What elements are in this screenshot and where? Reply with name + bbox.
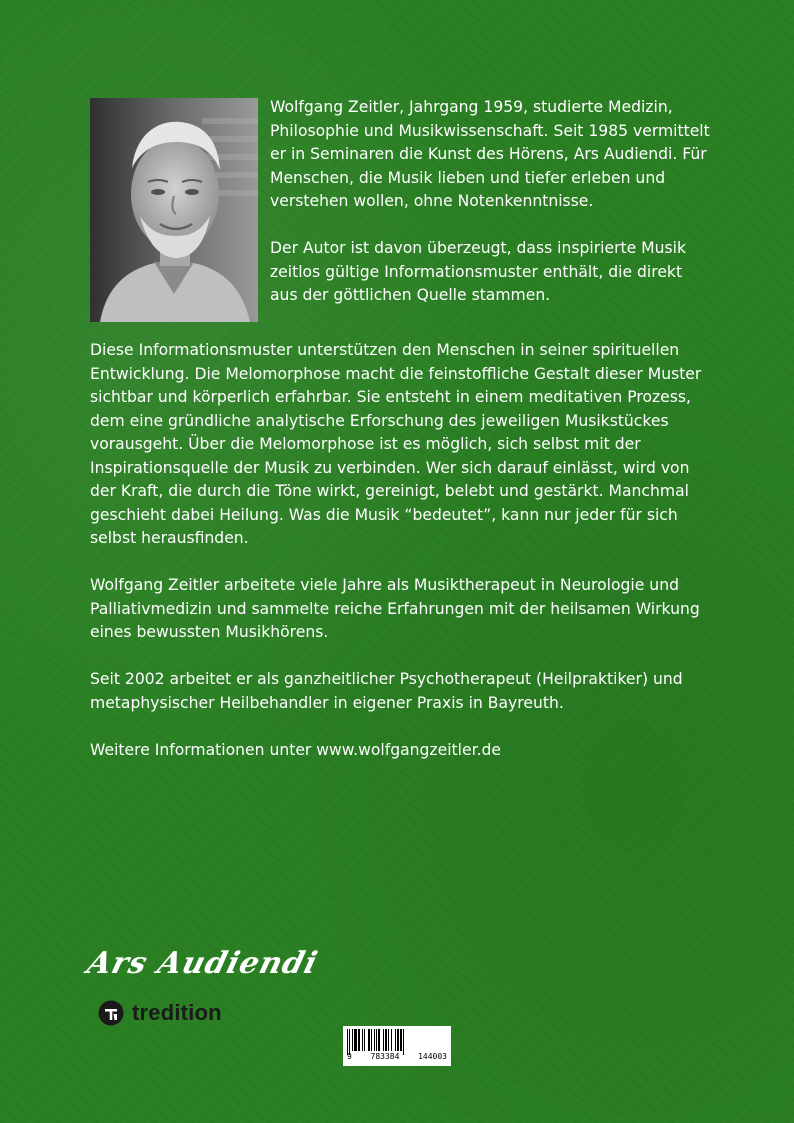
barcode-digits-right: 144003 <box>418 1052 447 1061</box>
portrait-illustration <box>90 98 258 322</box>
paragraph-career: Wolfgang Zeitler arbeitete viele Jahre als Musiktherapeut in Neurologie und Palliativmedizin und sammelte reiche Erfahrungen mit der heilsamen Wirkung eines bewussten Musikhörens. <box>90 576 700 641</box>
author-text <box>90 339 715 786</box>
intro-paragraph-belief: Der Autor ist davon überzeugt, dass inspirierte Musik zeitlos gültige Informationsmuster enthält, die direkt aus der göttlichen Quelle stammen. <box>270 239 686 304</box>
author-photo <box>90 98 258 322</box>
author-intro <box>270 96 710 331</box>
publisher-logo <box>98 1000 222 1026</box>
signature-ars-audiendi: Ars Audiendi <box>83 946 322 981</box>
paragraph-website: Weitere Informationen unter www.wolfgangzeitler.de <box>90 740 502 759</box>
tredition-icon <box>98 1000 124 1026</box>
publisher-name: tredition <box>132 1000 222 1025</box>
barcode-stripe <box>404 1029 405 1055</box>
isbn-barcode <box>343 1026 451 1066</box>
intro-paragraph-bio: Wolfgang Zeitler, Jahrgang 1959, studierte Medizin, Philosophie und Musikwissenschaft. Seit 1985 vermittelt er in Seminaren die Kunst des Hörens, Ars Audiendi. Für Menschen, die Musik lieben und tiefer erleben und verstehen wollen, ohne Notenkenntnisse. <box>270 98 710 210</box>
paragraph-melomorphose: Diese Informationsmuster unterstützen den Menschen in seiner spirituellen Entwicklung. Die Melomorphose macht die feinstoffliche Gestalt dieser Muster sichtbar und körperlich erfahrbar. Sie entsteht in einem meditativen Prozess, dem eine gründliche analytische Erforschung des jeweiligen Musikstückes vorausgeht. Über die Melomorphose ist es möglich, sich selbst mit der Inspirationsquelle der Musik zu verbinden. Wer sich darauf einlässt, wird von der Kraft, die durch die Töne wirkt, gereinigt, belebt und gestärkt. Manchmal geschieht dabei Heilung. Was die Musik “bedeutet”, kann nur jeder für sich selbst herausfinden. <box>90 341 702 547</box>
barcode-digits <box>347 1052 447 1061</box>
barcode-digit-first: 9 <box>347 1052 352 1061</box>
barcode-digits-left: 783384 <box>370 1052 400 1061</box>
paragraph-practice: Seit 2002 arbeitet er als ganzheitlicher Psychotherapeut (Heilpraktiker) und metaphysischer Heilbehandler in eigener Praxis in Bayreuth. <box>90 670 683 712</box>
